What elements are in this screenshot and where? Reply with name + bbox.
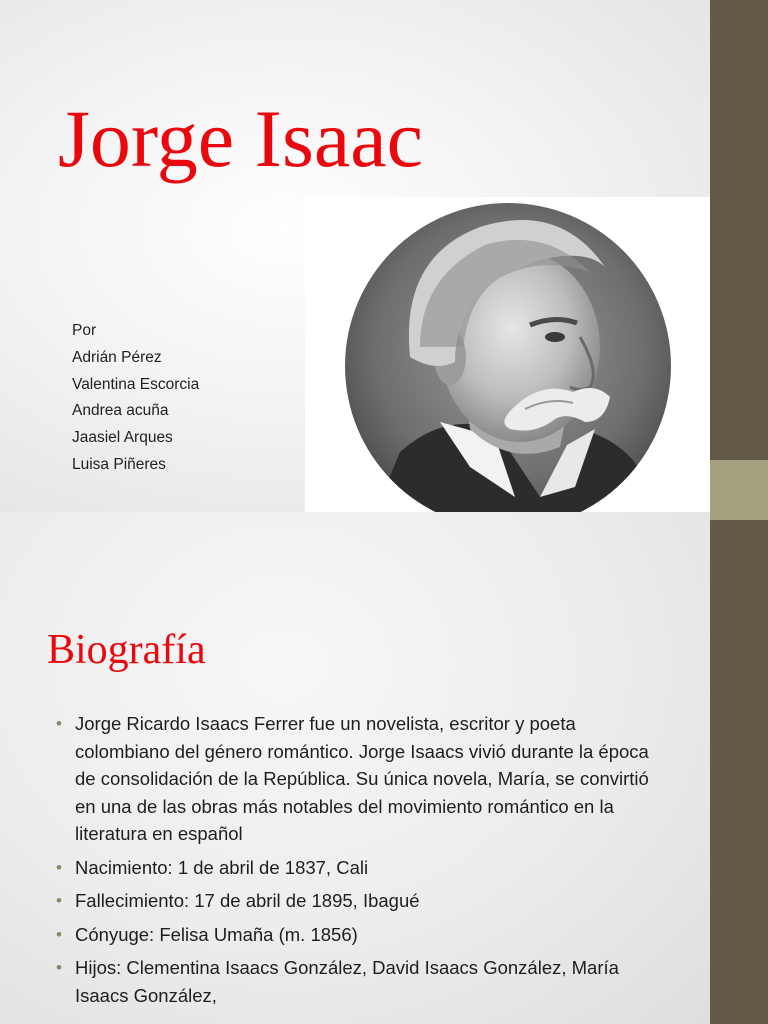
bullet-icon: • [56,857,62,877]
author-list-item: Adrián Pérez [72,348,162,366]
author-list-item: Andrea acuña [72,402,169,420]
biography-text: Jorge Ricardo Isaacs Ferrer fue un novelista, escritor y poeta colombiano del género romántico. Jorge Isaacs vivió durante la época de consolidación de la República. Su única novela, María, se convirtió en una de las obras más notables del movimiento romántico en la literatura en español [75,713,649,844]
side-band-accent [710,460,768,520]
author-list-item: Jaasiel Arques [72,429,173,447]
birth-text: Nacimiento: 1 de abril de 1837, Cali [75,856,369,878]
bullet-icon: • [56,891,62,910]
death-text: Fallecimiento: 17 de abril de 1895, Ibagué [75,890,420,911]
bullet-icon: • [56,958,62,977]
slide-title: Jorge Isaac [58,93,424,184]
portrait-photo [305,197,710,512]
portrait-photo-icon [305,197,710,512]
biography-slide [0,512,710,1024]
biography-list-item [56,954,666,1009]
children-text: Hijos: Clementina Isaacs González, David Isaacs González, María Isaacs González, [75,957,619,1006]
biography-list [56,710,666,1015]
author-list-item: Luisa Piñeres [72,455,166,473]
author-list [72,318,199,479]
biography-list-item [56,887,666,915]
bullet-icon: • [56,924,62,944]
author-list-item: Por [72,322,97,339]
bullet-icon: • [56,714,62,733]
spouse-text: Cónyuge: Felisa Umaña (m. 1856) [75,923,358,945]
section-title: Biografía [47,627,206,673]
side-band-bottom [710,520,768,1024]
biography-list-item [56,921,666,949]
biography-list-item [56,710,666,848]
side-band-top [710,0,768,460]
title-slide [0,0,710,512]
author-list-item: Valentina Escorcia [72,375,200,393]
biography-list-item [56,854,666,882]
